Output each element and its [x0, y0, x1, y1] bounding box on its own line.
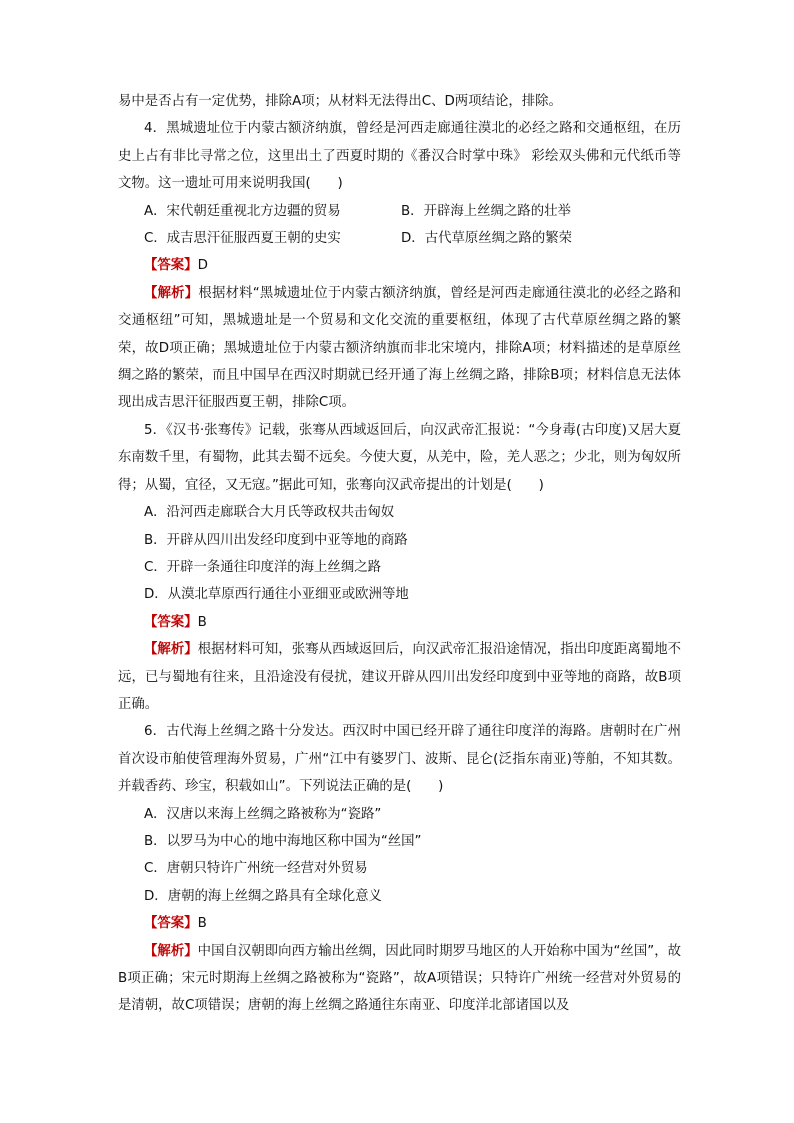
question-4-option-b: B．开辟海上丝绸之路的壮举	[401, 203, 571, 219]
analysis-label: 【解析】	[144, 285, 199, 301]
question-6-answer	[118, 910, 681, 937]
question-6-option-c: C．唐朝只特许广州统一经营对外贸易	[144, 861, 368, 877]
answer-value: B	[197, 614, 207, 630]
analysis-label: 【解析】	[144, 943, 198, 959]
analysis-text: 根据材料可知，张骞从西域返回后，向汉武帝汇报沿途情况，指出印度距离蜀地不远，已与蜀地有往来，且沿途没有侵扰，建议开辟从四川出发经印度到中亚等地的商路，故B项正确。	[118, 642, 682, 712]
analysis-label: 【解析】	[144, 642, 198, 658]
question-4-analysis	[118, 280, 681, 417]
question-4-options-row-1	[118, 198, 681, 225]
analysis-text: 根据材料“黑城遗址位于内蒙古额济纳旗，曾经是河西走廊通往漠北的必经之路和交通枢纽”可知，黑城遗址是一个贸易和文化交流的重要枢纽，体现了古代草原丝绸之路的繁荣，故D项正确；黑城遗址位于内蒙古额济纳旗而非北宋境内，排除A项；材料描述的是草原丝绸之路的繁荣，而且中国早在西汉时期就已经开通了海上丝绸之路，排除B项；材料信息无法体现出成吉思汗征服西夏王朝，排除C项。	[118, 285, 682, 411]
question-6-option-b: B．以罗马为中心的地中海地区称中国为“丝国”	[144, 833, 422, 849]
question-4-answer	[118, 252, 681, 279]
question-4-option-d: D．古代草原丝绸之路的繁荣	[401, 231, 572, 247]
answer-value: B	[197, 916, 207, 932]
question-4-option-a: A．宋代朝廷重视北方边疆的贸易	[144, 203, 341, 219]
question-6-option-a: A．汉唐以来海上丝绸之路被称为“瓷路”	[144, 806, 382, 822]
question-5-stem: 5．《汉书·张骞传》记载，张骞从西域返回后，向汉武帝汇报说：“今身毒(古印度)又居大夏东南数千里，有蜀物，此其去蜀不远矣。今使大夏，从羌中，险，羌人恶之；少北，则为匈奴所得；从蜀，宜径，又无寇。”据此可知，张骞向汉武帝提出的计划是( )	[118, 422, 681, 493]
previous-analysis-tail: 易中是否占有一定优势，排除A项；从材料无法得出C、D两项结论，排除。	[118, 94, 562, 109]
question-5-analysis	[118, 636, 681, 718]
question-5-option-b: B．开辟从四川出发经印度到中亚等地的商路	[144, 532, 408, 548]
answer-value: D	[197, 258, 208, 274]
question-4-options-row-2	[118, 225, 681, 252]
question-4-option-c: C．成吉思汗征服西夏王朝的史实	[144, 231, 341, 247]
analysis-text: 中国自汉朝即向西方输出丝绸，因此同时期罗马地区的人开始称中国为“丝国”，故B项正确；宋元时期海上丝绸之路被称为“瓷路”，故A项错误；只特许广州统一经营对外贸易的是清朝，故C项错误；唐朝的海上丝绸之路通往东南亚、印度洋北部诸国以及	[118, 943, 682, 1014]
answer-label: 【答案】	[144, 258, 198, 274]
question-5-option-d: D．从漠北草原西行通往小亚细亚或欧洲等地	[144, 587, 409, 603]
answer-label: 【答案】	[144, 916, 198, 932]
question-6-analysis	[118, 938, 681, 1020]
answer-label: 【答案】	[144, 614, 198, 630]
question-5-answer	[118, 609, 681, 636]
document-page	[118, 88, 681, 1020]
question-6-stem: 6．古代海上丝绸之路十分发达。西汉时中国已经开辟了通往印度洋的海路。唐朝时在广州首次设市舶使管理海外贸易，广州“江中有婆罗门、波斯、昆仑(泛指东南亚)等舶，不知其数。并载香药、珍宝，积载如山”。下列说法正确的是( )	[118, 724, 681, 795]
question-6-option-d: D．唐朝的海上丝绸之路具有全球化意义	[144, 888, 382, 904]
question-5-option-a: A．沿河西走廊联合大月氏等政权共击匈奴	[144, 505, 395, 521]
question-4-stem: 4．黑城遗址位于内蒙古额济纳旗，曾经是河西走廊通往漠北的必经之路和交通枢纽，在历史上占有非比寻常之位，这里出土了西夏时期的《番汉合时掌中珠》 彩绘双头佛和元代纸币等文物。这一遗址可用来说明我国( )	[118, 121, 681, 192]
question-5-option-c: C．开辟一条通往印度洋的海上丝绸之路	[144, 559, 381, 575]
